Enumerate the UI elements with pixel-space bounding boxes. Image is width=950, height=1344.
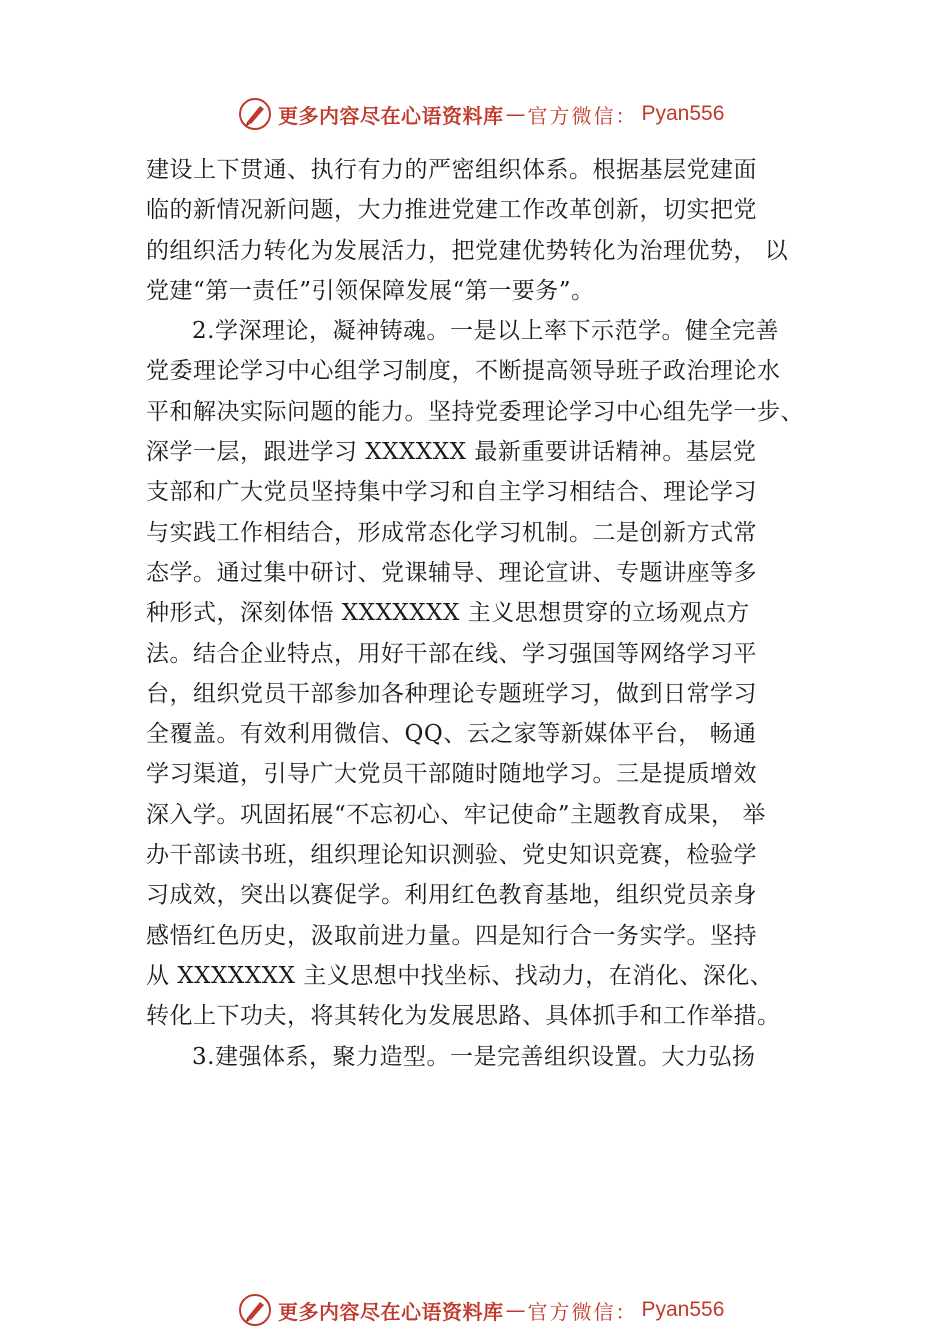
text-line: 学习渠道，引导广大党员干部随时随地学习。三是提质增效 xyxy=(146,761,757,788)
section-heading-3: 3.建强体系，聚力造型。一是完善组织设置。大力弘扬 xyxy=(192,1043,756,1070)
text-line: 台，组织党员干部参加各种理论专题班学习，做到日常学习 xyxy=(146,680,757,707)
watermark-wechat-id: Pyan556 xyxy=(641,1298,725,1321)
pen-logo-icon xyxy=(238,97,272,131)
watermark-wechat-label: 官方微信： xyxy=(527,1299,638,1324)
text-line: 的组织活力转化为发展活力，把党建优势转化为治理优势， 以 xyxy=(146,237,789,264)
text-line: 态学。通过集中研讨、党课辅导、理论宣讲、专题讲座等多 xyxy=(146,559,757,586)
text-line: 转化上下功夫，将其转化为发展思路、具体抓手和工作举措。 xyxy=(146,1003,781,1030)
text-line: 深入学。巩固拓展“不忘初心、牢记使命”主题教育成果， 举 xyxy=(146,801,766,828)
document-body xyxy=(146,150,810,1077)
section-heading-2: 2.学深理论，凝神铸魂。一是以上率下示范学。健全完善 xyxy=(192,318,779,345)
text-line: 党委理论学习中心组学习制度，不断提高领导班子政治理论水 xyxy=(146,358,781,385)
text-line: 建设上下贯通、执行有力的严密组织体系。根据基层党建面 xyxy=(146,157,757,183)
watermark-dash: — xyxy=(505,1298,526,1322)
watermark-text: 更多内容尽在心语资料库 xyxy=(278,1299,504,1324)
text-line: 平和解决实际问题的能力。坚持党委理论学习中心组先学一步、 xyxy=(146,398,804,425)
watermark-wechat-label: 官方微信： xyxy=(527,103,638,128)
text-line: 支部和广大党员坚持集中学习和自主学习相结合、理论学习 xyxy=(146,479,757,506)
text-line: 法。结合企业特点，用好干部在线、学习强国等网络学习平 xyxy=(146,640,757,667)
pen-logo-icon xyxy=(238,1293,272,1327)
watermark-wechat-id: Pyan556 xyxy=(641,102,725,125)
text-line: 办干部读书班，组织理论知识测验、党史知识竞赛，检验学 xyxy=(146,842,757,869)
text-line: 深学一层，跟进学习 XXXXXX 最新重要讲话精神。基层党 xyxy=(146,439,757,466)
text-line: 感悟红色历史，汲取前进力量。四是知行合一务实学。坚持 xyxy=(146,922,757,949)
text-line: 习成效，突出以赛促学。利用红色教育基地，组织党员亲身 xyxy=(146,882,757,909)
text-line: 全覆盖。有效利用微信、QQ、云之家等新媒体平台， 畅通 xyxy=(146,721,757,748)
watermark-dash: — xyxy=(505,102,526,126)
text-line: 种形式，深刻体悟 XXXXXXX 主义思想贯穿的立场观点方 xyxy=(146,600,750,627)
text-line: 与实践工作相结合，形成常态化学习机制。二是创新方式常 xyxy=(146,519,757,546)
text-line: 临的新情况新问题，大力推进党建工作改革创新，切实把党 xyxy=(146,197,757,224)
footer-watermark xyxy=(238,1292,724,1328)
text-line: 从 XXXXXXX 主义思想中找坐标、找动力，在消化、深化、 xyxy=(146,962,774,989)
watermark-text: 更多内容尽在心语资料库 xyxy=(278,103,504,128)
text-line: 党建“第一责任”引领保障发展“第一要务”。 xyxy=(146,277,595,304)
header-watermark xyxy=(238,96,724,132)
